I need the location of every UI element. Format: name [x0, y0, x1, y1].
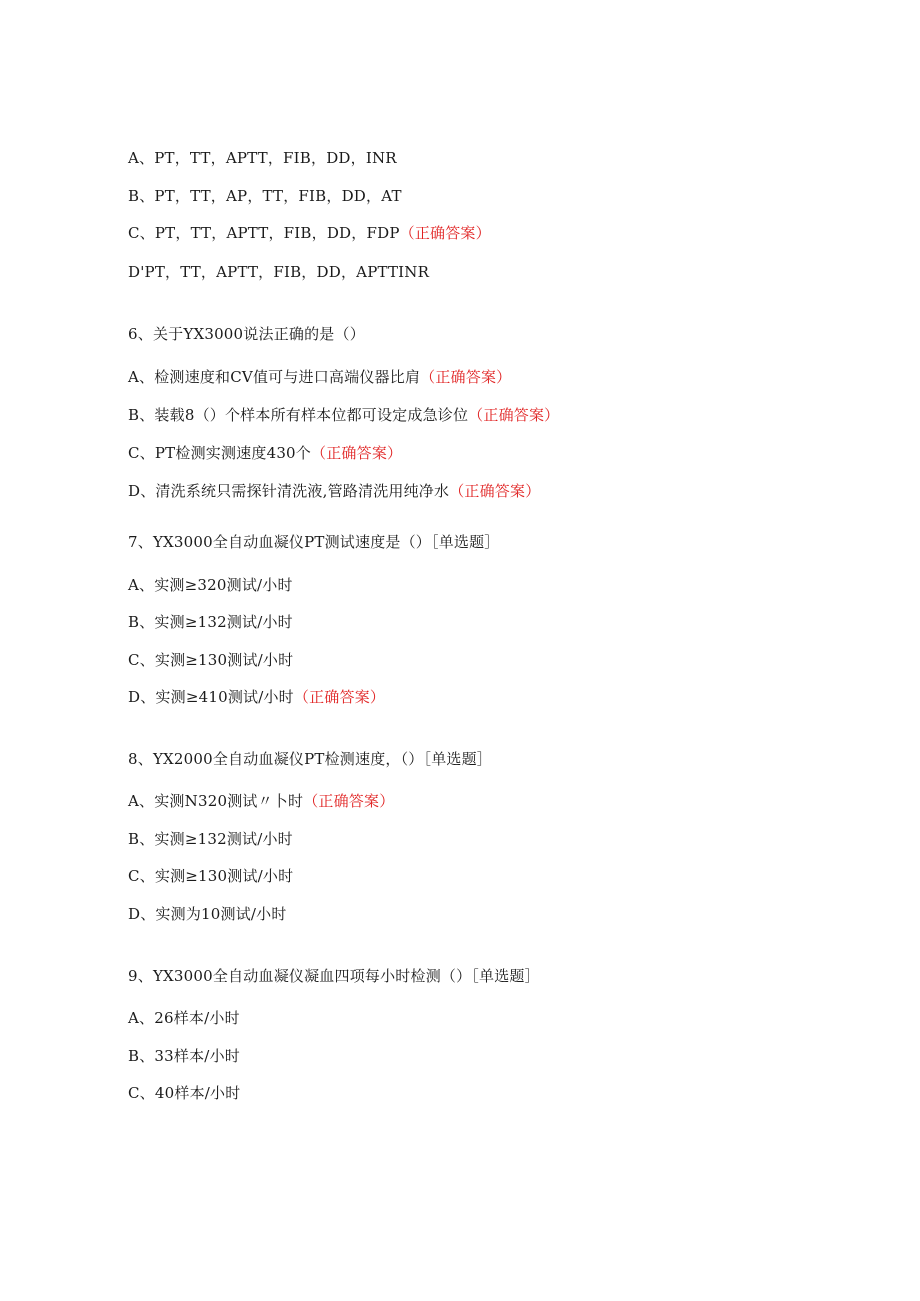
q5-option-d [128, 262, 429, 282]
option-text: A、26样本/小时 [128, 1009, 240, 1027]
option-text: B、装载8（）个样本所有样本位都可设定成急诊位 [128, 406, 469, 424]
option-text: C、PT检测实测速度430个 [128, 444, 312, 462]
q7-option-a [128, 575, 293, 595]
option-text: B、33样本/小时 [128, 1047, 240, 1065]
option-text: B、实测≥132测试/小时 [128, 613, 293, 631]
q7-option-b [128, 612, 293, 632]
q6-option-d [128, 481, 540, 501]
q9-question [128, 966, 540, 986]
question-text: 7、YX3000全自动血凝仪PT测试速度是（）［单选题］ [128, 533, 500, 551]
correct-answer-mark: （正确答案） [311, 444, 403, 462]
question-text: 6、关于YX3000说法正确的是（） [128, 325, 365, 343]
q6-question [128, 324, 365, 344]
option-text: A、PT，TT，APTT，FIB，DD，INR [128, 149, 397, 167]
option-text: D、清洗系统只需探针清洗液,管路清洗用纯净水 [128, 482, 450, 500]
q8-question [128, 749, 492, 769]
q9-option-c [128, 1083, 240, 1103]
option-text: D'PT，TT，APTT，FIB，DD，APTTINR [128, 263, 430, 281]
option-text: C、PT，TT，APTT，FIB，DD，FDP [128, 224, 400, 242]
q5-option-c [128, 223, 491, 243]
q9-option-a [128, 1008, 240, 1028]
q5-option-b [128, 186, 402, 206]
correct-answer-mark: （正确答案） [449, 482, 541, 500]
option-text: B、实测≥132测试/小时 [128, 830, 293, 848]
option-text: A、实测≥320测试/小时 [128, 576, 293, 594]
q7-option-c [128, 650, 293, 670]
q7-question [128, 532, 500, 552]
q9-option-b [128, 1046, 240, 1066]
option-text: B、PT，TT，AP，TT，FIB，DD，AT [128, 187, 402, 205]
question-text: 9、YX3000全自动血凝仪凝血四项每小时检测（）［单选题］ [128, 967, 540, 985]
option-text: D、实测≥410测试/小时 [128, 688, 294, 706]
option-text: C、实测≥130测试/小时 [128, 651, 294, 669]
q6-option-c [128, 443, 402, 463]
q8-option-c [128, 866, 293, 886]
correct-answer-mark: （正确答案） [399, 224, 491, 242]
q8-option-b [128, 829, 293, 849]
q8-option-a [128, 791, 394, 811]
q8-option-d [128, 904, 287, 924]
correct-answer-mark: （正确答案） [303, 792, 395, 810]
q6-option-a [128, 367, 511, 387]
correct-answer-mark: （正确答案） [293, 688, 386, 706]
option-text: C、40样本/小时 [128, 1084, 241, 1102]
option-text: A、实测N320测试〃卜时 [128, 792, 304, 810]
q7-option-d [128, 687, 385, 707]
q6-option-b [128, 405, 559, 425]
option-text: C、实测≥130测试/小时 [128, 867, 294, 885]
q5-option-a [128, 148, 397, 168]
option-text: D、实测为10测试/小时 [128, 905, 287, 923]
option-text: A、检测速度和CV值可与进口高端仪器比肩 [128, 368, 421, 386]
correct-answer-mark: （正确答案） [468, 406, 560, 424]
correct-answer-mark: （正确答案） [420, 368, 512, 386]
question-text: 8、YX2000全自动血凝仪PT检测速度，（）［单选题］ [128, 750, 492, 768]
